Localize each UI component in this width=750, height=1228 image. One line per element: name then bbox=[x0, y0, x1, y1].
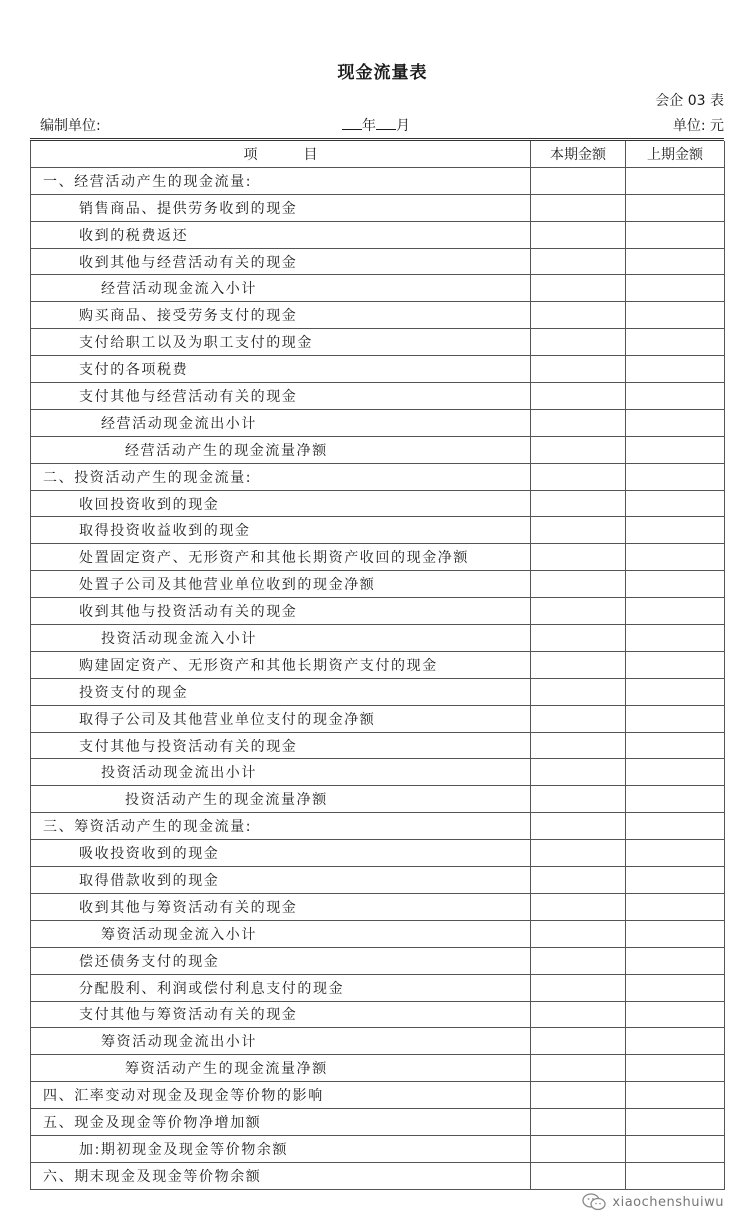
row-previous-amount-cell[interactable] bbox=[626, 436, 725, 463]
row-item-label: 一、经营活动产生的现金流量: bbox=[31, 167, 531, 194]
row-previous-amount-cell[interactable] bbox=[626, 974, 725, 1001]
table-row bbox=[31, 302, 725, 329]
row-previous-amount-cell[interactable] bbox=[626, 490, 725, 517]
row-item-label: 收回投资收到的现金 bbox=[31, 490, 531, 517]
row-item-label: 分配股利、利润或偿付利息支付的现金 bbox=[31, 974, 531, 1001]
row-current-amount-cell[interactable] bbox=[531, 221, 626, 248]
row-item-label: 购建固定资产、无形资产和其他长期资产支付的现金 bbox=[31, 651, 531, 678]
row-previous-amount-cell[interactable] bbox=[626, 1028, 725, 1055]
table-row bbox=[31, 840, 725, 867]
row-previous-amount-cell[interactable] bbox=[626, 759, 725, 786]
table-row bbox=[31, 867, 725, 894]
row-item-label: 收到的税费返还 bbox=[31, 221, 531, 248]
watermark bbox=[582, 1193, 724, 1211]
report-date bbox=[342, 115, 410, 135]
row-item-label: 筹资活动产生的现金流量净额 bbox=[31, 1055, 531, 1082]
table-row bbox=[31, 974, 725, 1001]
row-current-amount-cell[interactable] bbox=[531, 813, 626, 840]
row-current-amount-cell[interactable] bbox=[531, 732, 626, 759]
row-item-label: 取得子公司及其他营业单位支付的现金净额 bbox=[31, 705, 531, 732]
row-previous-amount-cell[interactable] bbox=[626, 167, 725, 194]
row-item-label: 取得借款收到的现金 bbox=[31, 867, 531, 894]
row-current-amount-cell[interactable] bbox=[531, 517, 626, 544]
table-row bbox=[31, 1082, 725, 1109]
row-current-amount-cell[interactable] bbox=[531, 1055, 626, 1082]
row-current-amount-cell[interactable] bbox=[531, 356, 626, 383]
row-item-label: 投资支付的现金 bbox=[31, 678, 531, 705]
row-current-amount-cell[interactable] bbox=[531, 1162, 626, 1189]
row-item-label: 经营活动产生的现金流量净额 bbox=[31, 436, 531, 463]
row-item-label: 支付的各项税费 bbox=[31, 356, 531, 383]
table-row bbox=[31, 1109, 725, 1136]
row-current-amount-cell[interactable] bbox=[531, 598, 626, 625]
row-current-amount-cell[interactable] bbox=[531, 1028, 626, 1055]
table-row bbox=[31, 248, 725, 275]
row-item-label: 加:期初现金及现金等价物余额 bbox=[31, 1135, 531, 1162]
row-previous-amount-cell[interactable] bbox=[626, 625, 725, 652]
row-previous-amount-cell[interactable] bbox=[626, 463, 725, 490]
table-row bbox=[31, 463, 725, 490]
row-item-label: 取得投资收益收到的现金 bbox=[31, 517, 531, 544]
row-item-label: 三、筹资活动产生的现金流量: bbox=[31, 813, 531, 840]
row-current-amount-cell[interactable] bbox=[531, 248, 626, 275]
table-row bbox=[31, 651, 725, 678]
table-row bbox=[31, 167, 725, 194]
table-body bbox=[31, 167, 725, 1189]
table-row bbox=[31, 1055, 725, 1082]
row-item-label: 经营活动现金流出小计 bbox=[31, 409, 531, 436]
row-previous-amount-cell[interactable] bbox=[626, 947, 725, 974]
row-previous-amount-cell[interactable] bbox=[626, 383, 725, 410]
row-previous-amount-cell[interactable] bbox=[626, 329, 725, 356]
row-item-label: 二、投资活动产生的现金流量: bbox=[31, 463, 531, 490]
row-previous-amount-cell[interactable] bbox=[626, 867, 725, 894]
row-item-label: 处置子公司及其他营业单位收到的现金净额 bbox=[31, 571, 531, 598]
table-row bbox=[31, 705, 725, 732]
form-code: 会企 03 表 bbox=[655, 93, 724, 109]
row-previous-amount-cell[interactable] bbox=[626, 1082, 725, 1109]
row-current-amount-cell[interactable] bbox=[531, 167, 626, 194]
table-row bbox=[31, 920, 725, 947]
table-row bbox=[31, 544, 725, 571]
row-current-amount-cell[interactable] bbox=[531, 840, 626, 867]
table-row bbox=[31, 194, 725, 221]
row-current-amount-cell[interactable] bbox=[531, 436, 626, 463]
row-item-label: 五、现金及现金等价物净增加额 bbox=[31, 1109, 531, 1136]
row-item-label: 收到其他与筹资活动有关的现金 bbox=[31, 893, 531, 920]
row-item-label: 销售商品、提供劳务收到的现金 bbox=[31, 194, 531, 221]
table-header-row bbox=[31, 141, 725, 167]
row-item-label: 四、汇率变动对现金及现金等价物的影响 bbox=[31, 1082, 531, 1109]
header-current-period: 本期金额 bbox=[531, 141, 626, 167]
row-current-amount-cell[interactable] bbox=[531, 759, 626, 786]
year-blank bbox=[342, 115, 362, 130]
header-item: 项目 bbox=[31, 141, 531, 167]
row-current-amount-cell[interactable] bbox=[531, 409, 626, 436]
row-previous-amount-cell[interactable] bbox=[626, 705, 725, 732]
row-previous-amount-cell[interactable] bbox=[626, 813, 725, 840]
row-current-amount-cell[interactable] bbox=[531, 194, 626, 221]
row-current-amount-cell[interactable] bbox=[531, 705, 626, 732]
row-current-amount-cell[interactable] bbox=[531, 678, 626, 705]
row-item-label: 支付给职工以及为职工支付的现金 bbox=[31, 329, 531, 356]
row-previous-amount-cell[interactable] bbox=[626, 651, 725, 678]
row-previous-amount-cell[interactable] bbox=[626, 248, 725, 275]
row-item-label: 吸收投资收到的现金 bbox=[31, 840, 531, 867]
row-previous-amount-cell[interactable] bbox=[626, 678, 725, 705]
month-blank bbox=[376, 115, 396, 130]
watermark-text: xiaochenshuiwu bbox=[612, 1194, 724, 1210]
row-current-amount-cell[interactable] bbox=[531, 275, 626, 302]
row-current-amount-cell[interactable] bbox=[531, 1135, 626, 1162]
table-row bbox=[31, 598, 725, 625]
table-row bbox=[31, 947, 725, 974]
row-current-amount-cell[interactable] bbox=[531, 867, 626, 894]
row-current-amount-cell[interactable] bbox=[531, 490, 626, 517]
table-row bbox=[31, 221, 725, 248]
row-item-label: 投资活动现金流入小计 bbox=[31, 625, 531, 652]
row-current-amount-cell[interactable] bbox=[531, 1001, 626, 1028]
table-row bbox=[31, 893, 725, 920]
row-item-label: 收到其他与投资活动有关的现金 bbox=[31, 598, 531, 625]
table-row bbox=[31, 490, 725, 517]
row-previous-amount-cell[interactable] bbox=[626, 356, 725, 383]
row-current-amount-cell[interactable] bbox=[531, 463, 626, 490]
row-current-amount-cell[interactable] bbox=[531, 947, 626, 974]
row-previous-amount-cell[interactable] bbox=[626, 571, 725, 598]
row-item-label: 支付其他与经营活动有关的现金 bbox=[31, 383, 531, 410]
table-row bbox=[31, 786, 725, 813]
row-previous-amount-cell[interactable] bbox=[626, 302, 725, 329]
row-previous-amount-cell[interactable] bbox=[626, 1001, 725, 1028]
row-previous-amount-cell[interactable] bbox=[626, 517, 725, 544]
table-row bbox=[31, 625, 725, 652]
wechat-icon bbox=[582, 1193, 606, 1211]
row-current-amount-cell[interactable] bbox=[531, 893, 626, 920]
currency-unit: 单位: 元 bbox=[672, 118, 724, 134]
row-item-label: 筹资活动现金流入小计 bbox=[31, 920, 531, 947]
table-row bbox=[31, 356, 725, 383]
row-current-amount-cell[interactable] bbox=[531, 920, 626, 947]
table-row bbox=[31, 1001, 725, 1028]
header-info-row bbox=[40, 115, 724, 135]
row-current-amount-cell[interactable] bbox=[531, 651, 626, 678]
document-title: 现金流量表 bbox=[337, 63, 428, 83]
table-row bbox=[31, 436, 725, 463]
row-current-amount-cell[interactable] bbox=[531, 786, 626, 813]
row-current-amount-cell[interactable] bbox=[531, 329, 626, 356]
row-current-amount-cell[interactable] bbox=[531, 571, 626, 598]
row-previous-amount-cell[interactable] bbox=[626, 409, 725, 436]
row-current-amount-cell[interactable] bbox=[531, 625, 626, 652]
row-previous-amount-cell[interactable] bbox=[626, 1162, 725, 1189]
table-row bbox=[31, 275, 725, 302]
row-item-label: 支付其他与投资活动有关的现金 bbox=[31, 732, 531, 759]
row-previous-amount-cell[interactable] bbox=[626, 275, 725, 302]
row-current-amount-cell[interactable] bbox=[531, 1109, 626, 1136]
row-previous-amount-cell[interactable] bbox=[626, 1055, 725, 1082]
year-label: 年 bbox=[362, 118, 376, 134]
row-previous-amount-cell[interactable] bbox=[626, 840, 725, 867]
table-row bbox=[31, 1162, 725, 1189]
row-previous-amount-cell[interactable] bbox=[626, 598, 725, 625]
header-previous-period: 上期金额 bbox=[626, 141, 725, 167]
table-row bbox=[31, 759, 725, 786]
month-label: 月 bbox=[396, 118, 410, 134]
row-previous-amount-cell[interactable] bbox=[626, 786, 725, 813]
table-row bbox=[31, 409, 725, 436]
row-item-label: 偿还债务支付的现金 bbox=[31, 947, 531, 974]
row-item-label: 支付其他与筹资活动有关的现金 bbox=[31, 1001, 531, 1028]
row-current-amount-cell[interactable] bbox=[531, 1082, 626, 1109]
row-previous-amount-cell[interactable] bbox=[626, 221, 725, 248]
row-previous-amount-cell[interactable] bbox=[626, 194, 725, 221]
table-row bbox=[31, 1135, 725, 1162]
row-item-label: 购买商品、接受劳务支付的现金 bbox=[31, 302, 531, 329]
row-previous-amount-cell[interactable] bbox=[626, 1135, 725, 1162]
compiler-label: 编制单位: bbox=[40, 118, 101, 134]
row-current-amount-cell[interactable] bbox=[531, 383, 626, 410]
table-row bbox=[31, 329, 725, 356]
row-item-label: 处置固定资产、无形资产和其他长期资产收回的现金净额 bbox=[31, 544, 531, 571]
row-item-label: 收到其他与经营活动有关的现金 bbox=[31, 248, 531, 275]
row-item-label: 投资活动现金流出小计 bbox=[31, 759, 531, 786]
cash-flow-table-wrap bbox=[30, 138, 724, 1190]
row-item-label: 投资活动产生的现金流量净额 bbox=[31, 786, 531, 813]
row-previous-amount-cell[interactable] bbox=[626, 920, 725, 947]
row-item-label: 筹资活动现金流出小计 bbox=[31, 1028, 531, 1055]
table-row bbox=[31, 383, 725, 410]
table-row bbox=[31, 813, 725, 840]
table-row bbox=[31, 571, 725, 598]
row-previous-amount-cell[interactable] bbox=[626, 1109, 725, 1136]
table-row bbox=[31, 678, 725, 705]
row-previous-amount-cell[interactable] bbox=[626, 893, 725, 920]
row-previous-amount-cell[interactable] bbox=[626, 544, 725, 571]
row-item-label: 经营活动现金流入小计 bbox=[31, 275, 531, 302]
row-previous-amount-cell[interactable] bbox=[626, 732, 725, 759]
table-row bbox=[31, 1028, 725, 1055]
row-current-amount-cell[interactable] bbox=[531, 544, 626, 571]
row-current-amount-cell[interactable] bbox=[531, 302, 626, 329]
table-row bbox=[31, 732, 725, 759]
table-row bbox=[31, 517, 725, 544]
row-item-label: 六、期末现金及现金等价物余额 bbox=[31, 1162, 531, 1189]
row-current-amount-cell[interactable] bbox=[531, 974, 626, 1001]
cash-flow-table bbox=[30, 141, 725, 1190]
